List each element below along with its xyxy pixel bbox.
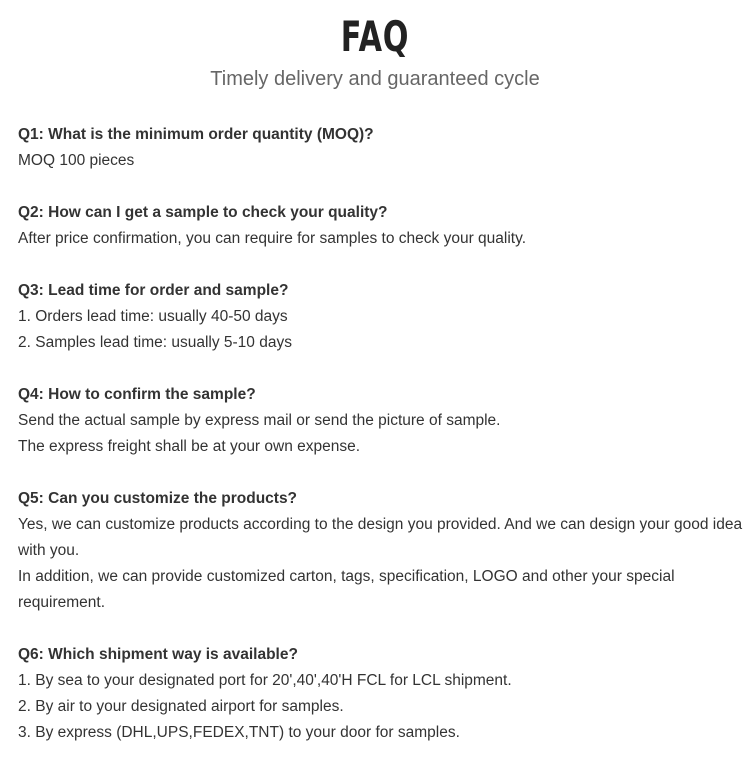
faq-question: Q6: Which shipment way is available? [18, 646, 298, 663]
faq-answer-line: MOQ 100 pieces [18, 152, 135, 169]
faq-answer-line: 1. Orders lead time: usually 40-50 days [18, 308, 288, 325]
faq-answer-line: In addition, we can provide customized carton, tags, specification, LOGO and other your special requirement. [18, 568, 675, 611]
faq-item-q1 [18, 122, 746, 174]
faq-answer-line: Send the actual sample by express mail or send the picture of sample. [18, 412, 501, 429]
faq-answer-line: 1. By sea to your designated port for 20',40',40'H FCL for LCL shipment. [18, 672, 512, 689]
faq-question: Q5: Can you customize the products? [18, 490, 298, 507]
faq-question: Q4: How to confirm the sample? [18, 386, 256, 403]
faq-item-q3 [18, 278, 746, 356]
faq-answer-line: After price confirmation, you can require for samples to check your quality. [18, 230, 526, 247]
faq-answer-line: 3. By express (DHL,UPS,FEDEX,TNT) to your door for samples. [18, 724, 460, 741]
faq-list [18, 122, 746, 772]
page-subtitle: Timely delivery and guaranteed cycle [210, 68, 540, 90]
faq-item-q6 [18, 642, 746, 746]
faq-answer-line: 2. Samples lead time: usually 5-10 days [18, 334, 292, 351]
faq-question: Q2: How can I get a sample to check your quality? [18, 204, 388, 221]
faq-answer-line: The express freight shall be at your own expense. [18, 438, 361, 455]
faq-item-q4 [18, 382, 746, 460]
faq-item-q2 [18, 200, 746, 252]
faq-answer-line: Yes, we can customize products according to the design you provided. And we can design your good idea with you. [18, 516, 743, 559]
faq-question: Q3: Lead time for order and sample? [18, 282, 289, 299]
faq-answer-line: 2. By air to your designated airport for samples. [18, 698, 344, 715]
page-title: FAQ [340, 12, 410, 61]
faq-item-q5 [18, 486, 746, 616]
faq-question: Q1: What is the minimum order quantity (MOQ)? [18, 126, 374, 143]
